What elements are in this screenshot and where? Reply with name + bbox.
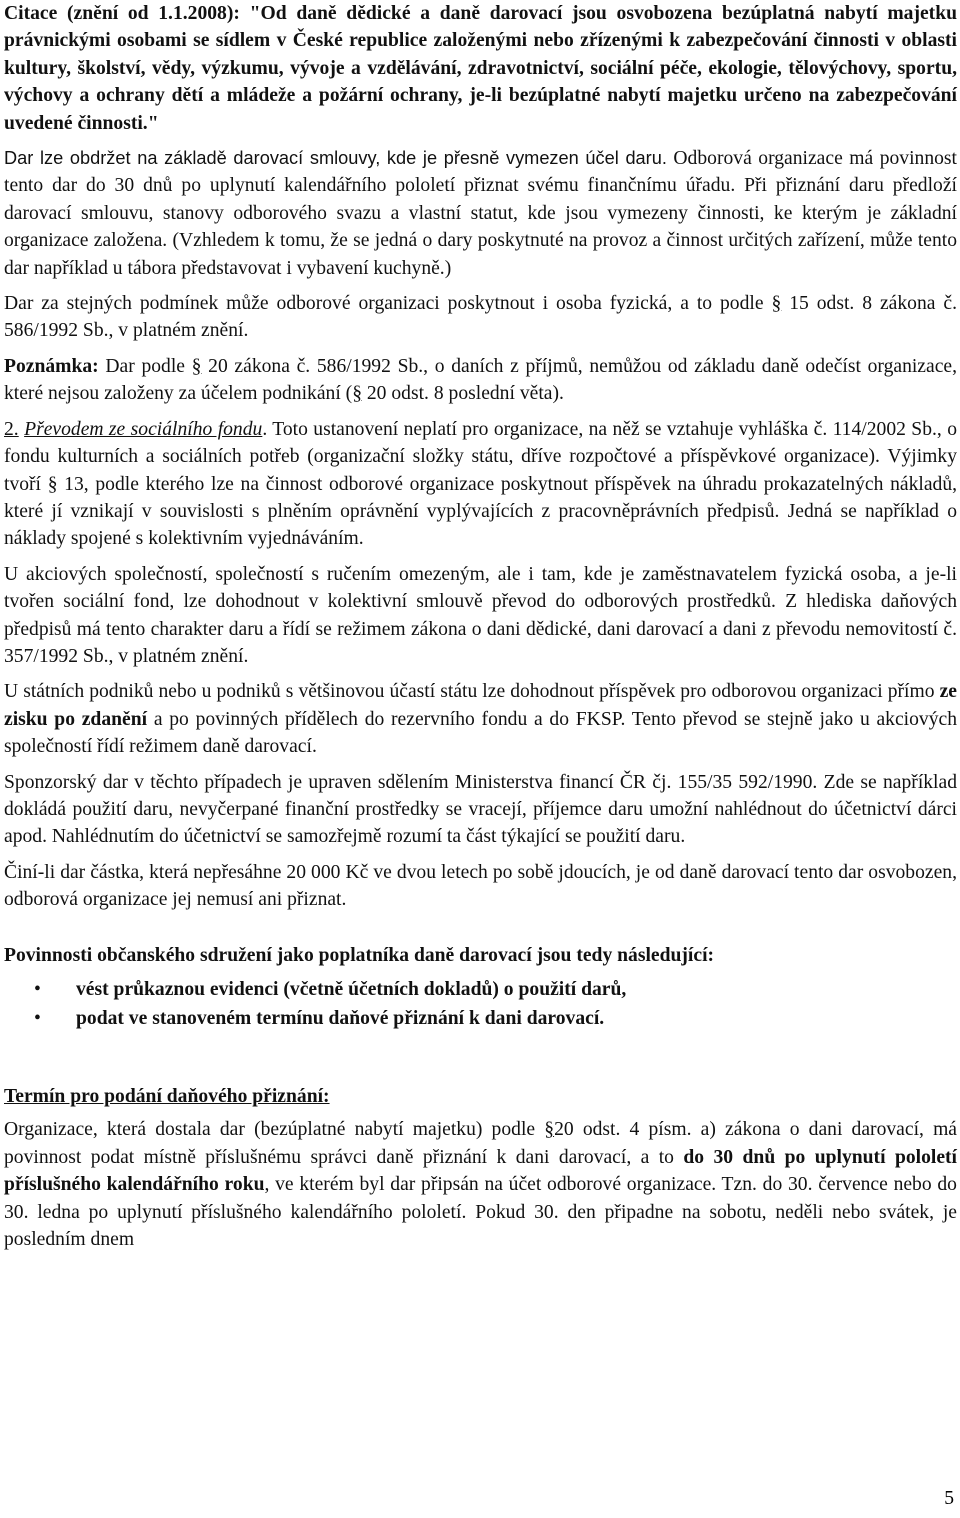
deadline-text-c: , ve kterém byl dar připsán na účet odborové organizace. Tzn. do 30. července nebo do 30. ledna po uplynutí příslušného kalendářního pololetí. Pokud 30. den připadne na sobotu, neděli nebo svátek, je posledním dnem bbox=[4, 1174, 957, 1251]
note-text-c: 20 odst. 8 poslední věta). bbox=[361, 383, 564, 405]
social-fund-text-b: 13, podle kterého lze na činnost odborové organizace poskytnout příspěvek na úhradu prokazatelných nákladů, které jí vznikají v souvislosti s plněním oprávnění vyplývajících z pracovněprávních předpisů. Jedná se například o náklady spojené s kolektivním vyjednáváním. bbox=[4, 473, 958, 550]
item-number: 2. bbox=[4, 418, 19, 440]
section-symbol-link[interactable]: § bbox=[191, 355, 202, 377]
joint-stock-text: U akciových společností, společností s ručením omezeným, ale i tam, kde je zaměstnavatelem fyzická osoba, a je-li tvořen sociální fond, lze dohodnout v kolektivní smlouvě převod do odborových prostředků. Z hlediska daňových předpisů má tento charakter daru a řídí se režimem zákona o dani dědické, dani darovací a dani z převodu nemovitostí č. 357/1992 Sb., v platném znění. bbox=[4, 563, 957, 667]
deadline-text-b: 20 odst. 4 písm. a) zákona o dani darovací, má povinnost podat místně příslušnému správci daně přiznání k dani darovací, a to bbox=[4, 1119, 958, 1168]
duties-heading: Povinnosti občanského sdružení jako poplatníka daně darovací jsou tedy následující: bbox=[4, 944, 715, 966]
section-symbol-link[interactable]: § bbox=[771, 293, 782, 315]
list-item bbox=[4, 1004, 957, 1033]
bullet-icon: • bbox=[34, 1008, 41, 1029]
duty-text: vést průkaznou evidenci (včetně účetních dokladů) o použití darů, bbox=[76, 979, 627, 1000]
note-text-b: 20 zákona č. 586/1992 Sb., o daních z příjmů, nemůžou od základu daně odečíst organizace, které nejsou založeny za účelem podnikání ( bbox=[4, 355, 957, 405]
citation-paragraph bbox=[4, 0, 957, 137]
state-enterprise-paragraph bbox=[4, 678, 957, 760]
joint-stock-paragraph bbox=[4, 561, 957, 671]
state-enterprise-text-b: a po povinných přídělech do rezervního fondu a do FKSP. Tento převod se stejně jako u akciových společností řídí režimem daně darovací. bbox=[4, 708, 957, 758]
section-symbol-link[interactable]: § bbox=[352, 383, 362, 405]
deadline-heading: Termín pro podání daňového přiznání: bbox=[4, 1086, 330, 1107]
page-number: 5 bbox=[944, 1488, 954, 1509]
document-page bbox=[4, 0, 957, 1261]
social-fund-title: Převodem ze sociálního fondu bbox=[24, 418, 263, 440]
gift-obligation-text: Odborová organizace má povinnost tento dar do 30 dnů po uplynutí kalendářního pololetí přiznat svému finančnímu úřadu. Při přiznání daru předloží darovací smlouvu, stanovy odborového svazu a vlastní statut, kde jsou vymezeny činnosti, ke kterým je základní organizace založena. (Vzhledem k tomu, že se jedná o dary poskytnuté na provoz a činnost určitých zařízení, může tento dar například u tábora představovat i vybavení kuchyně.) bbox=[4, 148, 958, 279]
deadline-text-a: Organizace, která dostala dar (bezúplatné nabytí majetku) podle bbox=[4, 1119, 545, 1141]
duty-text: podat ve stanoveném termínu daňové přiznání k dani darovací. bbox=[76, 1008, 605, 1029]
deadline-bold: do 30 dnů po uplynutí pololetí příslušného kalendářního roku bbox=[4, 1146, 957, 1196]
state-enterprise-bold: ze zisku po zdanění bbox=[4, 681, 957, 730]
note-text-a: Dar podle bbox=[98, 355, 192, 377]
natural-person-paragraph bbox=[4, 290, 957, 345]
note-paragraph bbox=[4, 353, 957, 408]
section-symbol-link[interactable]: § bbox=[544, 1119, 555, 1141]
bullet-icon: • bbox=[34, 979, 41, 1000]
duties-list bbox=[4, 975, 957, 1033]
gift-contract-sentence: Dar lze obdržet na základě darovací smlouvy, kde je přesně vymezen účel daru. bbox=[4, 148, 667, 169]
list-item bbox=[4, 975, 957, 1004]
note-label: Poznámka: bbox=[4, 355, 99, 377]
gift-contract-paragraph bbox=[4, 145, 957, 282]
exemption-text: Činí-li dar částka, která nepřesáhne 20 000 Kč ve dvou letech po sobě jdoucích, je od daně darovací tento dar osvobozen, odborová organizace jej nemusí ani přiznat. bbox=[4, 861, 957, 911]
state-enterprise-text-a: U státních podniků nebo u podniků s většinovou účastí státu lze dohodnout příspěvek pro odborovou organizaci přímo bbox=[4, 681, 940, 703]
exemption-paragraph bbox=[4, 859, 957, 914]
sponsorship-text: Sponzorský dar v těchto případech je upraven sdělením Ministerstva financí ČR čj. 155/35 592/1990. Zde se například dokládá použití daru, nevyčerpané finanční prostředky se vracejí, příjemce daru umožní nahlédnout do účetnictví dárci apod. Nahlédnutím do účetnictví se samozřejmě rozumí ta část týkající se použití daru. bbox=[4, 771, 957, 848]
natural-person-text-end: 15 odst. 8 zákona č. 586/1992 Sb., v platném znění. bbox=[4, 293, 957, 342]
deadline-paragraph bbox=[4, 1116, 957, 1253]
section-symbol-link[interactable]: § bbox=[47, 473, 58, 495]
natural-person-text: Dar za stejných podmínek může odborové organizaci poskytnout i osoba fyzická, a to podle bbox=[4, 293, 772, 315]
sponsorship-paragraph bbox=[4, 769, 957, 851]
citation-text: Citace (znění od 1.1.2008): "Od daně dědické a daně darovací jsou osvobozena bezúplatná nabytí majetku právnickými osobami se sídlem v České republice založenými nebo zřízenými k zabezpečování činnosti v oblasti kultury, školství, vědy, výzkumu, vývoje a vzdělávání, zdravotnictví, sociální péče, ekologie, tělovýchovy, sportu, výchovy a ochrany dětí a mládeže a požární ochrany, je-li bezúplatné nabytí majetku určeno na zabezpečování uvedené činnosti." bbox=[4, 3, 957, 134]
social-fund-paragraph bbox=[4, 416, 957, 553]
social-fund-text-a: . Toto ustanovení neplatí pro organizace, na něž se vztahuje vyhláška č. 114/2002 Sb., o fondu kulturních a sociálních potřeb (organizační složky státu, dříve rozpočtové a příspěvkové organizace). Výjimky tvoří bbox=[4, 418, 957, 495]
